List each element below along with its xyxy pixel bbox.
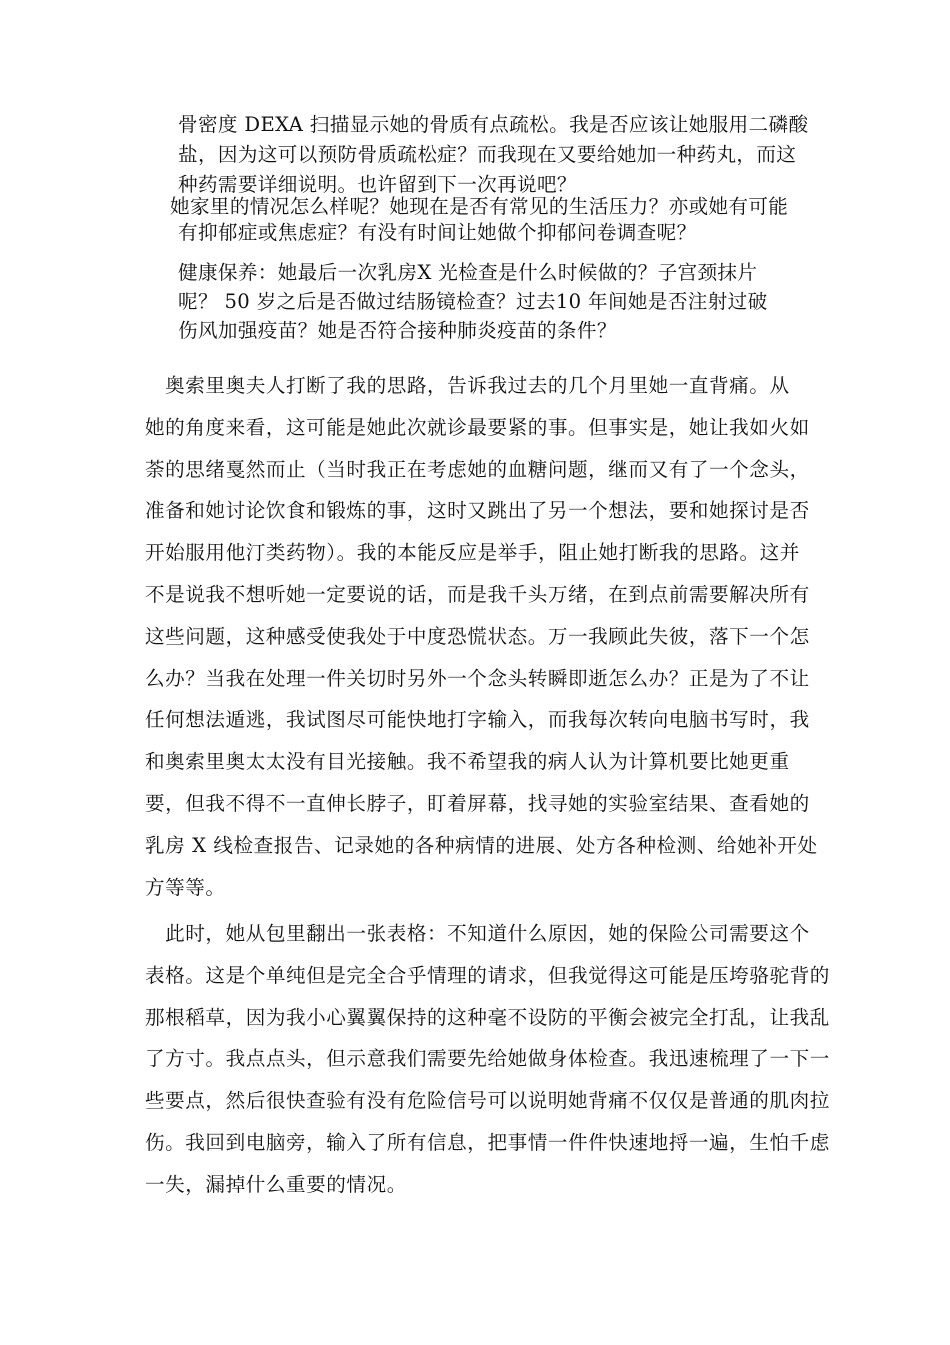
- text-line: 准备和她讨论饮食和锻炼的事，这时又跳出了另一个想法，要和她探讨是否: [145, 499, 810, 523]
- text-line: 些要点，然后很快查验有没有危险信号可以说明她背痛不仅仅是普通的肌肉拉: [145, 1089, 830, 1113]
- text-line: 呢？ 50 岁之后是否做过结肠镜检查？过去10 年间她是否注射过破: [178, 290, 768, 313]
- text-line: 么办？当我在处理一件关切时另外一个念头转瞬即逝怎么办？正是为了不让: [145, 666, 810, 690]
- text-line: 此时，她从包里翻出一张表格：不知道什么原因，她的保险公司需要这个: [145, 922, 810, 945]
- text-line: 表格。这是个单纯但是完全合乎情理的请求，但我觉得这可能是压垮骆驼背的: [145, 963, 830, 987]
- text-line: 了方寸。我点点头，但示意我们需要先给她做身体检查。我迅速梳理了一下一: [145, 1047, 830, 1071]
- text-line: 那根稻草，因为我小心翼翼保持的这种毫不设防的平衡会被完全打乱，让我乱: [145, 1005, 830, 1029]
- text-line: 伤。我回到电脑旁，输入了所有信息，把事情一件件快速地捋一遍，生怕千虑: [145, 1130, 830, 1154]
- text-line: 方等等。: [145, 875, 226, 899]
- text-line: 盐，因为这可以预防骨质疏松症？而我现在又要给她加一种药丸，而这: [178, 143, 797, 166]
- text-line: 和奥索里奥太太没有目光接触。我不希望我的病人认为计算机要比她更重: [145, 750, 790, 774]
- text-line: 奥索里奥夫人打断了我的思路，告诉我过去的几个月里她一直背痛。从: [145, 374, 790, 397]
- text-line: 健康保养：她最后一次乳房X 光检查是什么时候做的？子宫颈抹片: [178, 261, 758, 284]
- text-line: 一失，漏掉什么重要的情况。: [145, 1172, 407, 1196]
- text-line: 骨密度 DEXA 扫描显示她的骨质有点疏松。我是否应该让她服用二磷酸: [178, 113, 809, 136]
- family-situation-question-block: [170, 194, 788, 246]
- text-line: 种药需要详细说明。也许留到下一次再说吧？: [178, 173, 577, 196]
- text-line: 荼的思绪戛然而止（当时我正在考虑她的血糖问题，继而又有了一个念头，: [145, 457, 810, 481]
- text-line: 有抑郁症或焦虑症？有没有时间让她做个抑郁问卷调查呢？: [178, 221, 697, 244]
- text-line: 乳房 X 线检查报告、记录她的各种病情的进展、处方各种检测、给她补开处: [145, 833, 818, 857]
- osteoporosis-question-block: [178, 110, 808, 200]
- text-line: 不是说我不想听她一定要说的话，而是我千头万绪，在到点前需要解决所有: [145, 582, 810, 606]
- text-line: 开始服用他汀类药物）。我的本能反应是举手，阻止她打断我的思路。这并: [145, 541, 800, 565]
- text-line: 她家里的情况怎么样呢？她现在是否有常见的生活压力？亦或她有可能: [170, 195, 789, 218]
- text-line: 这些问题，这种感受使我处于中度恐慌状态。万一我顾此失彼，落下一个怎: [145, 624, 810, 648]
- text-line: 任何想法遁逃，我试图尽可能快地打字输入，而我每次转向电脑书写时，我: [145, 708, 810, 732]
- text-line: 伤风加强疫苗？她是否符合接种肺炎疫苗的条件？: [178, 319, 617, 342]
- insurance-form-paragraph: [145, 913, 830, 1206]
- interruption-paragraph: [145, 365, 818, 908]
- health-maintenance-question-block: [178, 258, 768, 345]
- text-line: 她的角度来看，这可能是她此次就诊最要紧的事。但事实是，她让我如火如: [145, 415, 810, 439]
- text-line: 要，但我不得不一直伸长脖子，盯着屏幕，找寻她的实验室结果、查看她的: [145, 791, 810, 815]
